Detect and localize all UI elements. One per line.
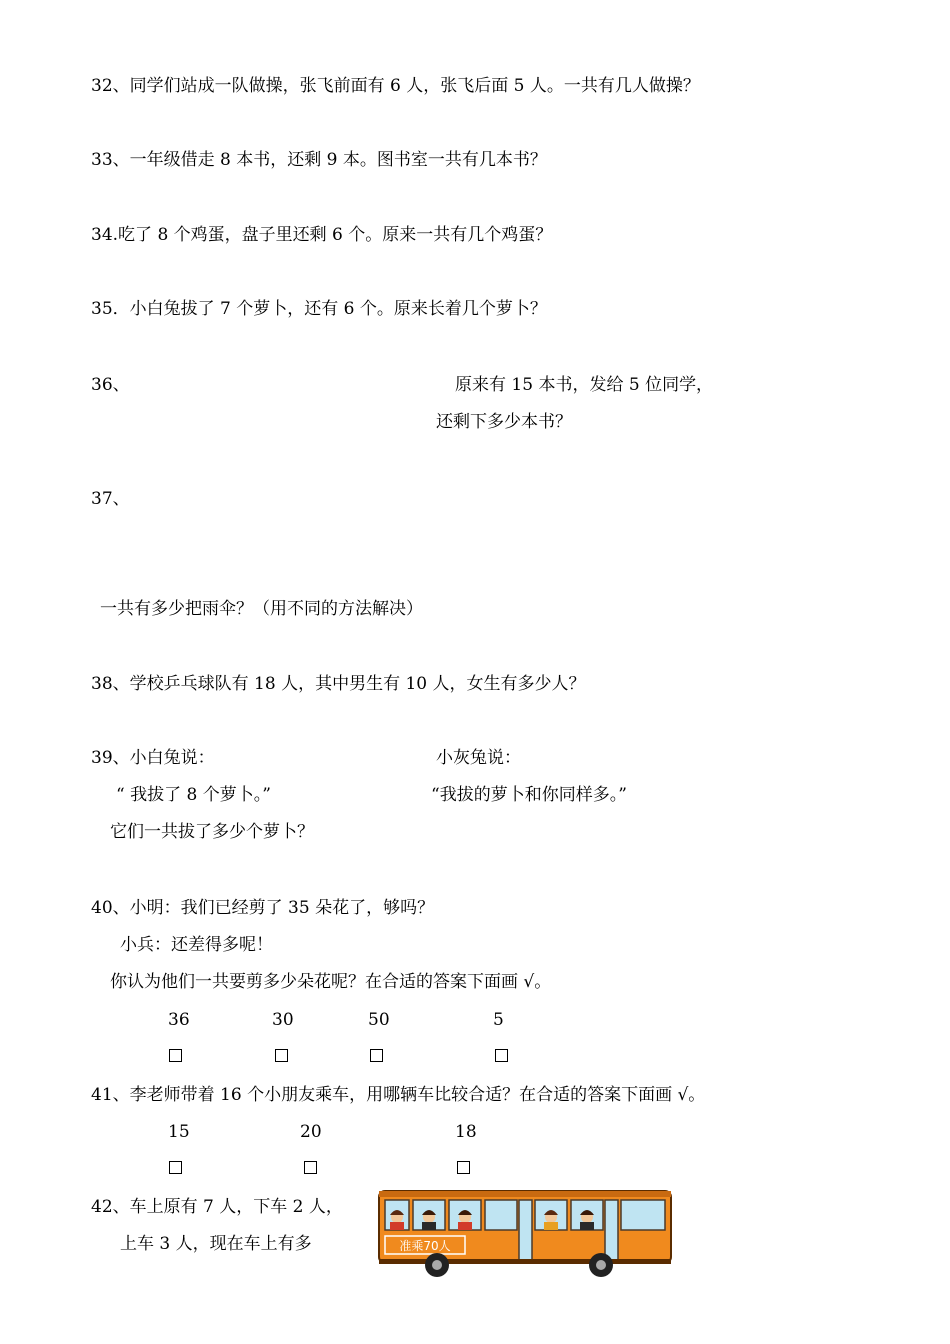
q40-answer-checkbox[interactable] <box>370 1049 383 1062</box>
question-42-line2: 上车 3 人，现在车上有多 <box>120 1234 312 1254</box>
q41-option-label: 15 <box>168 1122 190 1142</box>
q40-option-label: 5 <box>493 1010 504 1030</box>
question-40-line1: 40、小明：我们已经剪了 35 朵花了，够吗？ <box>91 898 435 918</box>
question-34: 34.吃了 8 个鸡蛋，盘子里还剩 6 个。原来一共有几个鸡蛋？ <box>91 225 553 245</box>
q41-answer-checkbox[interactable] <box>169 1161 182 1174</box>
question-42-line1: 42、车上原有 7 人，下车 2 人， <box>91 1197 343 1217</box>
question-38: 38、学校乒乓球队有 18 人，其中男生有 10 人，女生有多少人？ <box>91 674 586 694</box>
question-37-text: 一共有多少把雨伞？（用不同的方法解决） <box>100 599 423 619</box>
question-32: 32、同学们站成一队做操，张飞前面有 6 人，张飞后面 5 人。一共有几人做操？ <box>91 76 700 96</box>
q41-option-label: 18 <box>455 1122 477 1142</box>
question-39-quote-grey-rabbit: “我拔的萝卜和你同样多。” <box>431 785 627 805</box>
question-39-question: 它们一共拔了多少个萝卜？ <box>110 822 314 842</box>
q40-option-label: 30 <box>272 1010 294 1030</box>
question-36-number: 36、 <box>91 375 130 395</box>
question-36-line1: 原来有 15 本书，发给 5 位同学， <box>455 375 714 395</box>
question-41: 41、李老师带着 16 个小朋友乘车，用哪辆车比较合适？在合适的答案下面画 √。 <box>91 1085 706 1105</box>
q40-option-label: 50 <box>368 1010 390 1030</box>
q41-option-label: 20 <box>300 1122 322 1142</box>
bus-roof <box>379 1191 671 1197</box>
bus-sign: 准乘70人 <box>399 1239 451 1253</box>
question-40-line2: 小兵：还差得多呢！ <box>120 935 273 955</box>
q40-answer-checkbox[interactable] <box>275 1049 288 1062</box>
question-39-label-grey-rabbit: 小灰兔说： <box>436 748 521 768</box>
q41-answer-checkbox[interactable] <box>304 1161 317 1174</box>
question-40-line3: 你认为他们一共要剪多少朵花呢？在合适的答案下面画 √。 <box>110 972 552 992</box>
q40-answer-checkbox[interactable] <box>169 1049 182 1062</box>
bus-illustration <box>377 1185 675 1280</box>
question-33: 33、一年级借走 8 本书，还剩 9 本。图书室一共有几本书？ <box>91 150 547 170</box>
question-39-label-white-rabbit: 39、小白兔说： <box>91 748 215 768</box>
question-36-line2: 还剩下多少本书？ <box>436 412 572 432</box>
q40-option-label: 36 <box>168 1010 190 1030</box>
bus-bumper <box>379 1259 671 1264</box>
question-39-quote-white-rabbit: “ 我拔了 8 个萝卜。” <box>116 785 271 805</box>
q40-answer-checkbox[interactable] <box>495 1049 508 1062</box>
question-37-number: 37、 <box>91 489 130 509</box>
question-35: 35．小白兔拔了 7 个萝卜，还有 6 个。原来长着几个萝卜？ <box>91 299 547 319</box>
q41-answer-checkbox[interactable] <box>457 1161 470 1174</box>
